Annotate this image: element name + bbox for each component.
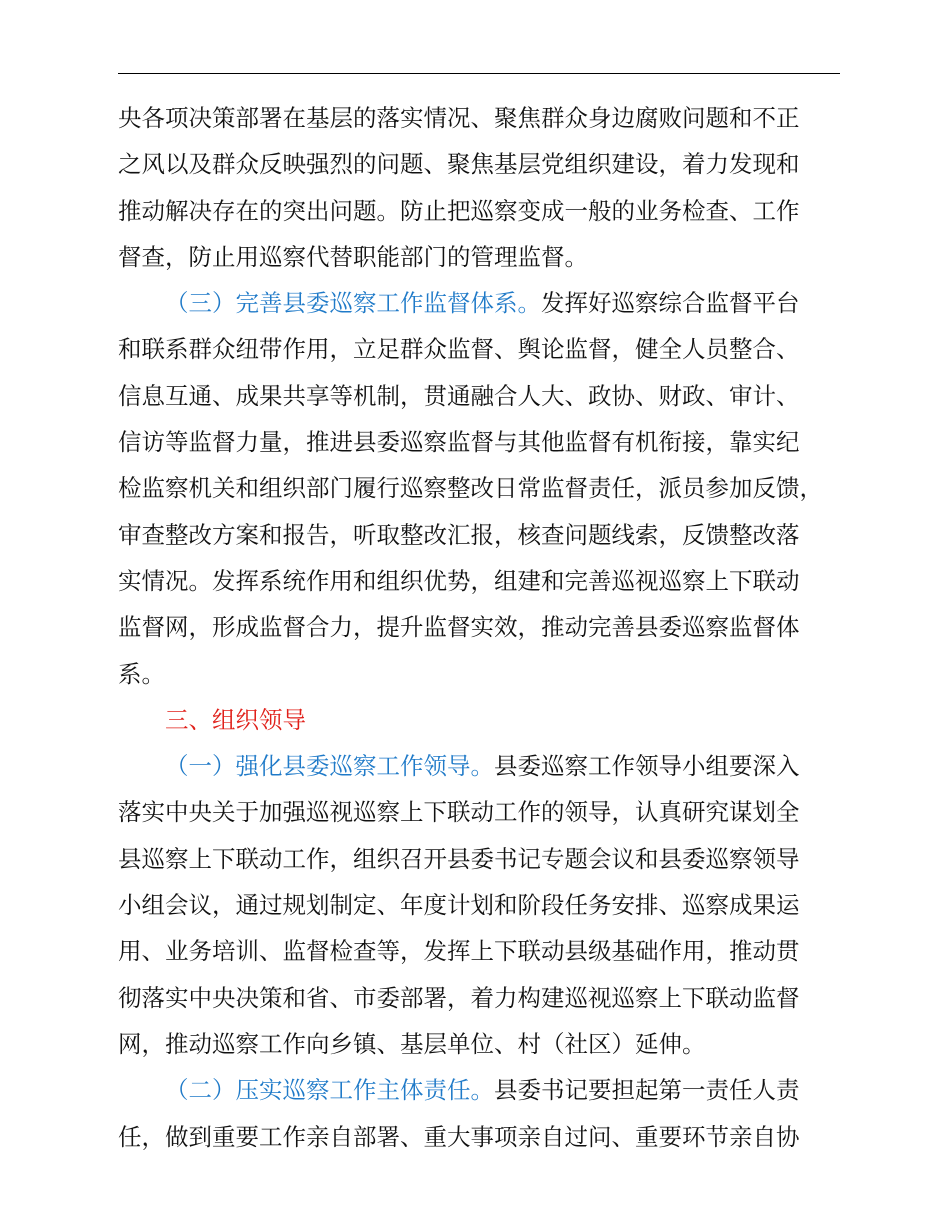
text-line: 信息互通、成果共享等机制，贯通融合人大、政协、财政、审计、	[118, 381, 800, 410]
subheading-leadership: （一）强化县委巡察工作领导。	[165, 752, 494, 781]
text-run: 发挥好巡察综合监督平台	[541, 289, 800, 318]
header-rule	[118, 73, 840, 74]
text-line	[118, 1067, 863, 1113]
text-line: 彻落实中央决策和省、市委部署，着力构建巡视巡察上下联动监督	[118, 983, 800, 1012]
subheading-responsibility: （二）压实巡察工作主体责任。	[165, 1076, 494, 1105]
text-line: 推动解决存在的突出问题。防止把巡察变成一般的业务检查、工作	[118, 196, 800, 225]
text-line: 县巡察上下联动工作，组织召开县委书记专题会议和县委巡察领导	[118, 844, 800, 873]
text-line: 任，做到重要工作亲自部署、重大事项亲自过问、重要环节亲自协	[118, 1122, 800, 1151]
text-line: 审查整改方案和报告，听取整改汇报，核查问题线索，反馈整改落	[118, 520, 800, 549]
paragraph-continuation	[118, 95, 863, 280]
text-line: 系。	[118, 659, 165, 688]
text-line: 之风以及群众反映强烈的问题、聚焦基层党组织建设，着力发现和	[118, 150, 800, 179]
subheading-supervision-system: （三）完善县委巡察工作监督体系。	[165, 289, 541, 318]
text-run: 县委巡察工作领导小组要深入	[494, 752, 800, 781]
paragraph-responsibility	[118, 1067, 863, 1160]
text-line: 用、业务培训、监督检查等，发挥上下联动县级基础作用，推动贯	[118, 937, 800, 966]
text-line	[118, 280, 863, 326]
paragraph-supervision-system	[118, 280, 863, 697]
text-line: 小组会议，通过规划制定、年度计划和阶段任务安排、巡察成果运	[118, 891, 800, 920]
document-body	[118, 95, 863, 1160]
text-line: 央各项决策部署在基层的落实情况、聚焦群众身边腐败问题和不正	[118, 104, 800, 132]
text-line: 信访等监督力量，推进县委巡察监督与其他监督有机衔接，靠实纪	[118, 428, 800, 457]
section-heading	[118, 697, 863, 743]
text-line	[118, 743, 863, 789]
text-line: 督查，防止用巡察代替职能部门的管理监督。	[118, 242, 588, 271]
paragraph-leadership	[118, 743, 863, 1067]
text-line: 和联系群众纽带作用，立足群众监督、舆论监督，健全人员整合、	[118, 335, 800, 364]
text-line: 实情况。发挥系统作用和组织优势，组建和完善巡视巡察上下联动	[118, 566, 800, 595]
text-run: 县委书记要担起第一责任人责	[494, 1076, 800, 1105]
text-line: 检监察机关和组织部门履行巡察整改日常监督责任，派员参加反馈，	[118, 474, 823, 503]
text-line: 监督网，形成监督合力，提升监督实效，推动完善县委巡察监督体	[118, 613, 800, 642]
section-title-organization: 三、组织领导	[165, 705, 306, 734]
text-line: 网，推动巡察工作向乡镇、基层单位、村（社区）延伸。	[118, 1029, 706, 1058]
text-line: 落实中央关于加强巡视巡察上下联动工作的领导，认真研究谋划全	[118, 798, 800, 827]
